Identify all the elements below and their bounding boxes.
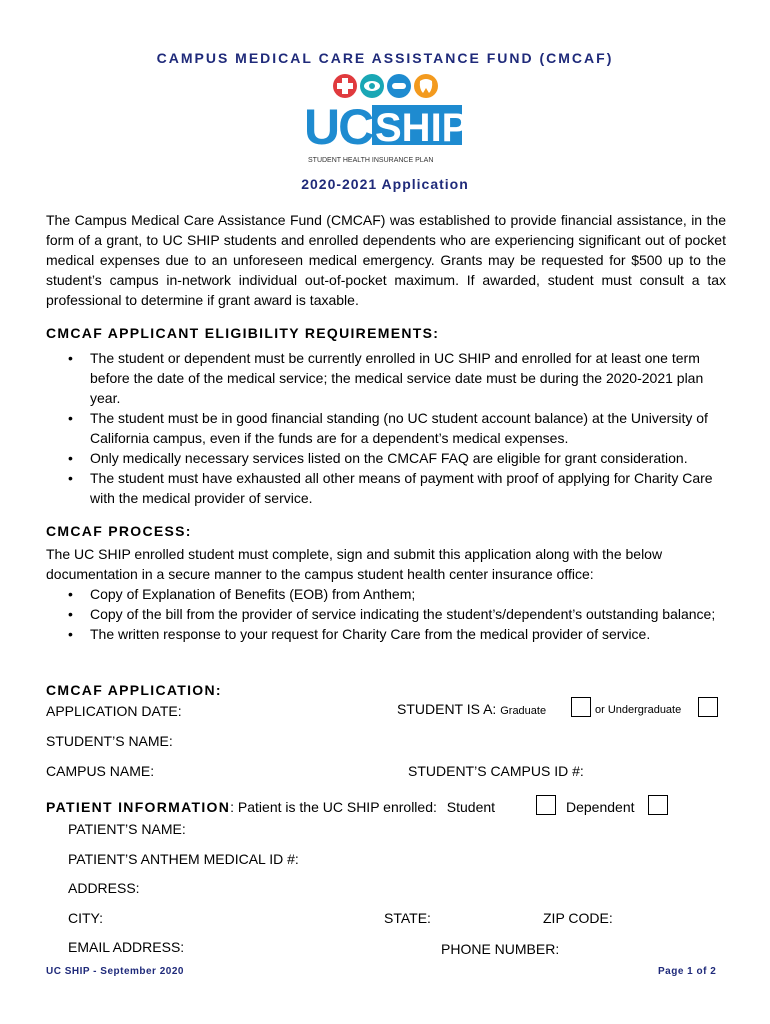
graduate-label: Graduate — [500, 705, 547, 717]
patient-anthem-id-label: PATIENT’S ANTHEM MEDICAL ID #: — [68, 851, 299, 867]
student-is-text: STUDENT IS A: — [397, 701, 497, 717]
page-number: Page 1 of 2 — [658, 966, 717, 977]
email-address-label: EMAIL ADDRESS: — [68, 939, 185, 955]
ucship-logo-graphic — [300, 72, 475, 172]
patient-enrolled-text: : Patient is the UC SHIP enrolled: — [230, 799, 437, 815]
list-item: • The student or dependent must be currently enrolled in UC SHIP and enrolled for at least one term before the date of the medical service; the medical service date must be during the 2020-2021 plan year. — [46, 348, 728, 408]
process-text: The UC SHIP enrolled student must complete, sign and submit this application along with the below documentation in a secure manner to the campus student health center insurance office: — [46, 546, 663, 582]
footer-left: UC SHIP - September 2020 — [46, 966, 184, 977]
logo-uc-text: UC — [304, 99, 373, 155]
eligibility-heading: CMCAF APPLICANT ELIGIBILITY REQUIREMENTS: — [46, 325, 440, 341]
application-title: 2020-2021 Application — [301, 176, 469, 192]
address-label: ADDRESS: — [68, 880, 140, 896]
patient-heading: PATIENT INFORMATION — [46, 799, 231, 815]
ucship-logo — [300, 72, 475, 172]
list-item: • The student must be in good financial standing (no UC student account balance) at the University of California campus, even if the funds are for a dependent’s medical expenses. — [46, 408, 728, 448]
eligibility-list — [46, 348, 728, 508]
campus-name-label: CAMPUS NAME: — [46, 763, 155, 779]
logo-ship-text: SHIP — [375, 106, 469, 150]
dependent-option-label: Dependent — [566, 799, 635, 815]
phone-number-label: PHONE NUMBER: — [441, 941, 560, 957]
list-item: • Copy of the bill from the provider of service indicating the student’s/dependent’s outstanding balance; — [46, 604, 728, 624]
list-item: • The student must have exhausted all other means of payment with proof of applying for Charity Care with the medical provider of service. — [46, 468, 728, 508]
list-item: • The written response to your request for Charity Care from the medical provider of service. — [46, 624, 728, 644]
document-title: CAMPUS MEDICAL CARE ASSISTANCE FUND (CMCAF) — [156, 50, 614, 66]
application-date-label: APPLICATION DATE: — [46, 703, 182, 719]
zip-code-label: ZIP CODE: — [543, 910, 613, 926]
process-list — [46, 584, 728, 644]
student-name-label: STUDENT’S NAME: — [46, 733, 173, 749]
logo-subtitle: STUDENT HEALTH INSURANCE PLAN — [308, 157, 434, 164]
state-label: STATE: — [384, 910, 431, 926]
list-item: • Only medically necessary services listed on the CMCAF FAQ are eligible for grant consideration. — [46, 448, 728, 468]
campus-id-label: STUDENT’S CAMPUS ID #: — [408, 763, 584, 779]
graduate-checkbox[interactable] — [571, 697, 591, 717]
undergraduate-label: or Undergraduate — [595, 704, 682, 716]
student-option-label: Student — [446, 799, 496, 815]
patient-dependent-checkbox[interactable] — [648, 795, 668, 815]
intro-paragraph: The Campus Medical Care Assistance Fund (CMCAF) was established to provide financial assistance, in the form of a grant, to UC SHIP students and enrolled dependents who are experiencing significant out of pocket medical expenses due to an unforeseen medical emergency. Grants may be requested for $500 up to the student’s campus in-network individual out-of-pocket maximum. If awarded, student must consult a tax professional to determine if grant award is taxable. — [46, 212, 726, 308]
application-heading: CMCAF APPLICATION: — [46, 682, 222, 698]
process-heading: CMCAF PROCESS: — [46, 523, 192, 539]
list-item: • Copy of Explanation of Benefits (EOB) from Anthem; — [46, 584, 728, 604]
patient-name-label: PATIENT’S NAME: — [68, 821, 186, 837]
city-label: CITY: — [68, 910, 104, 926]
undergraduate-checkbox[interactable] — [698, 697, 718, 717]
student-is-label — [397, 701, 546, 717]
patient-student-checkbox[interactable] — [536, 795, 556, 815]
patient-info-line — [46, 799, 495, 815]
